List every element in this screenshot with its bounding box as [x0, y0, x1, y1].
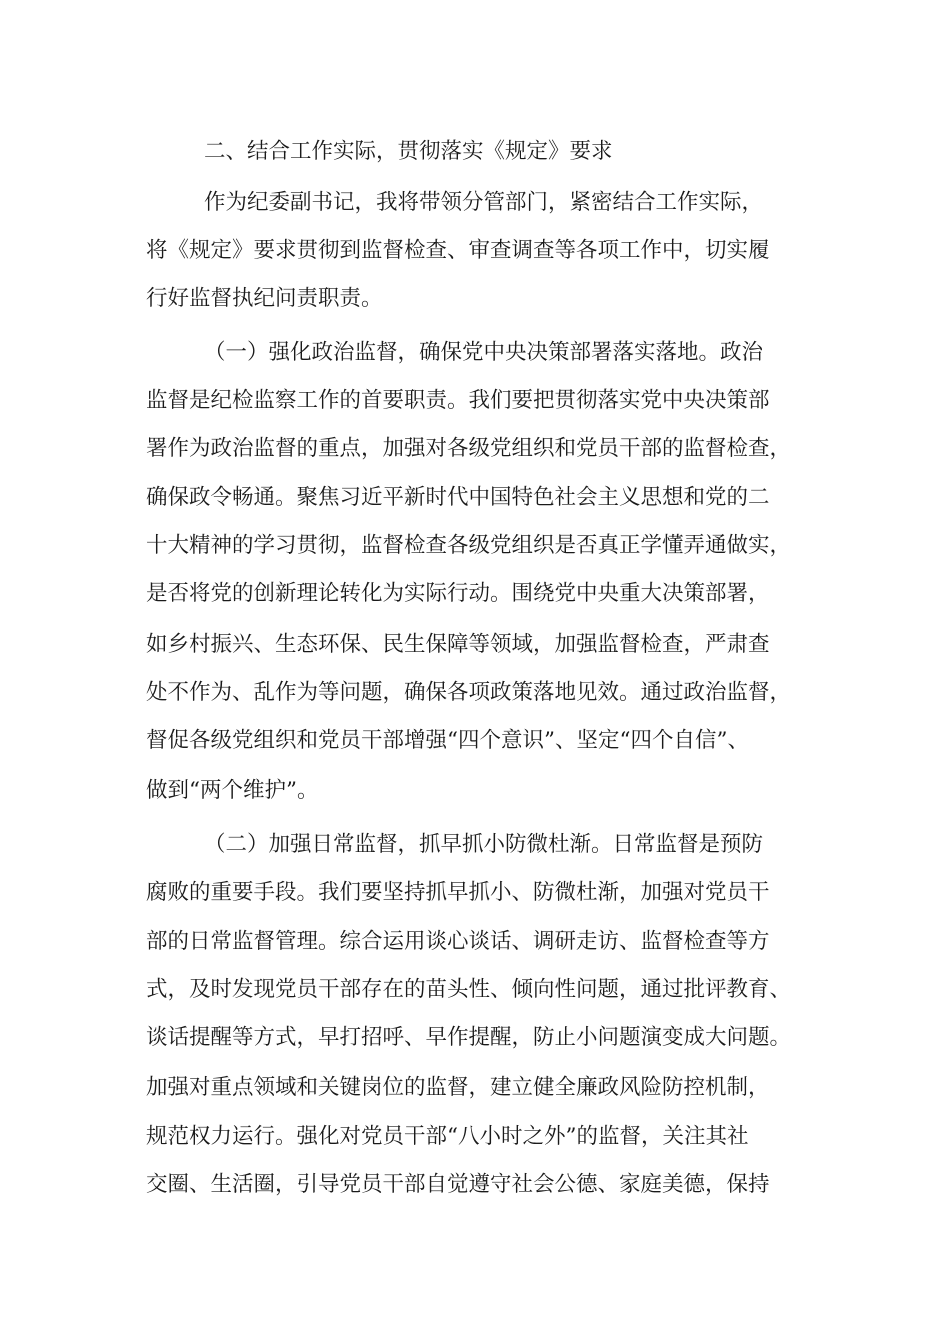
paragraph-line: 部的日常监督管理。综合运用谈心谈话、调研走访、监督检查等方	[146, 929, 770, 954]
paragraph-line: 如乡村振兴、生态环保、民生保障等领域，加强监督检查，严肃查	[146, 632, 770, 657]
paragraph-line: 式，及时发现党员干部存在的苗头性、倾向性问题，通过批评教育、	[146, 977, 792, 1002]
paragraph-line: （二）加强日常监督，抓早抓小防微杜渐。日常监督是预防	[204, 832, 764, 857]
paragraph-line: 做到“两个维护”。	[146, 778, 319, 803]
paragraph-line: 腐败的重要手段。我们要坚持抓早抓小、防微杜渐，加强对党员干	[146, 880, 770, 905]
paragraph-line: 监督是纪检监察工作的首要职责。我们要把贯彻落实党中央决策部	[146, 388, 770, 413]
paragraph-line: 是否将党的创新理论转化为实际行动。围绕党中央重大决策部署，	[146, 581, 770, 606]
paragraph-line: 谈话提醒等方式，早打招呼、早作提醒，防止小问题演变成大问题。	[146, 1025, 792, 1050]
paragraph-line: 行好监督执纪问责职责。	[146, 286, 383, 311]
paragraph-line: 规范权力运行。强化对党员干部“八小时之外”的监督，关注其社	[146, 1124, 749, 1149]
paragraph-line: 督促各级党组织和党员干部增强“四个意识”、坚定“四个自信”、	[146, 728, 749, 753]
paragraph-line: （一）强化政治监督，确保党中央决策部署落实落地。政治	[204, 340, 764, 365]
section-heading: 二、结合工作实际，贯彻落实《规定》要求	[204, 139, 613, 164]
paragraph-line: 作为纪委副书记，我将带领分管部门，紧密结合工作实际，	[204, 190, 764, 215]
paragraph-line: 署作为政治监督的重点，加强对各级党组织和党员干部的监督检查，	[146, 436, 792, 461]
paragraph-line: 将《规定》要求贯彻到监督检查、审查调查等各项工作中，切实履	[146, 238, 770, 263]
paragraph-line: 加强对重点领域和关键岗位的监督，建立健全廉政风险防控机制，	[146, 1075, 770, 1100]
paragraph-line: 十大精神的学习贯彻，监督检查各级党组织是否真正学懂弄通做实，	[146, 533, 792, 558]
paragraph-line: 交圈、生活圈，引导党员干部自觉遵守社会公德、家庭美德，保持	[146, 1172, 770, 1197]
paragraph-line: 处不作为、乱作为等问题，确保各项政策落地见效。通过政治监督，	[146, 680, 792, 705]
paragraph-line: 确保政令畅通。聚焦习近平新时代中国特色社会主义思想和党的二	[146, 485, 770, 510]
